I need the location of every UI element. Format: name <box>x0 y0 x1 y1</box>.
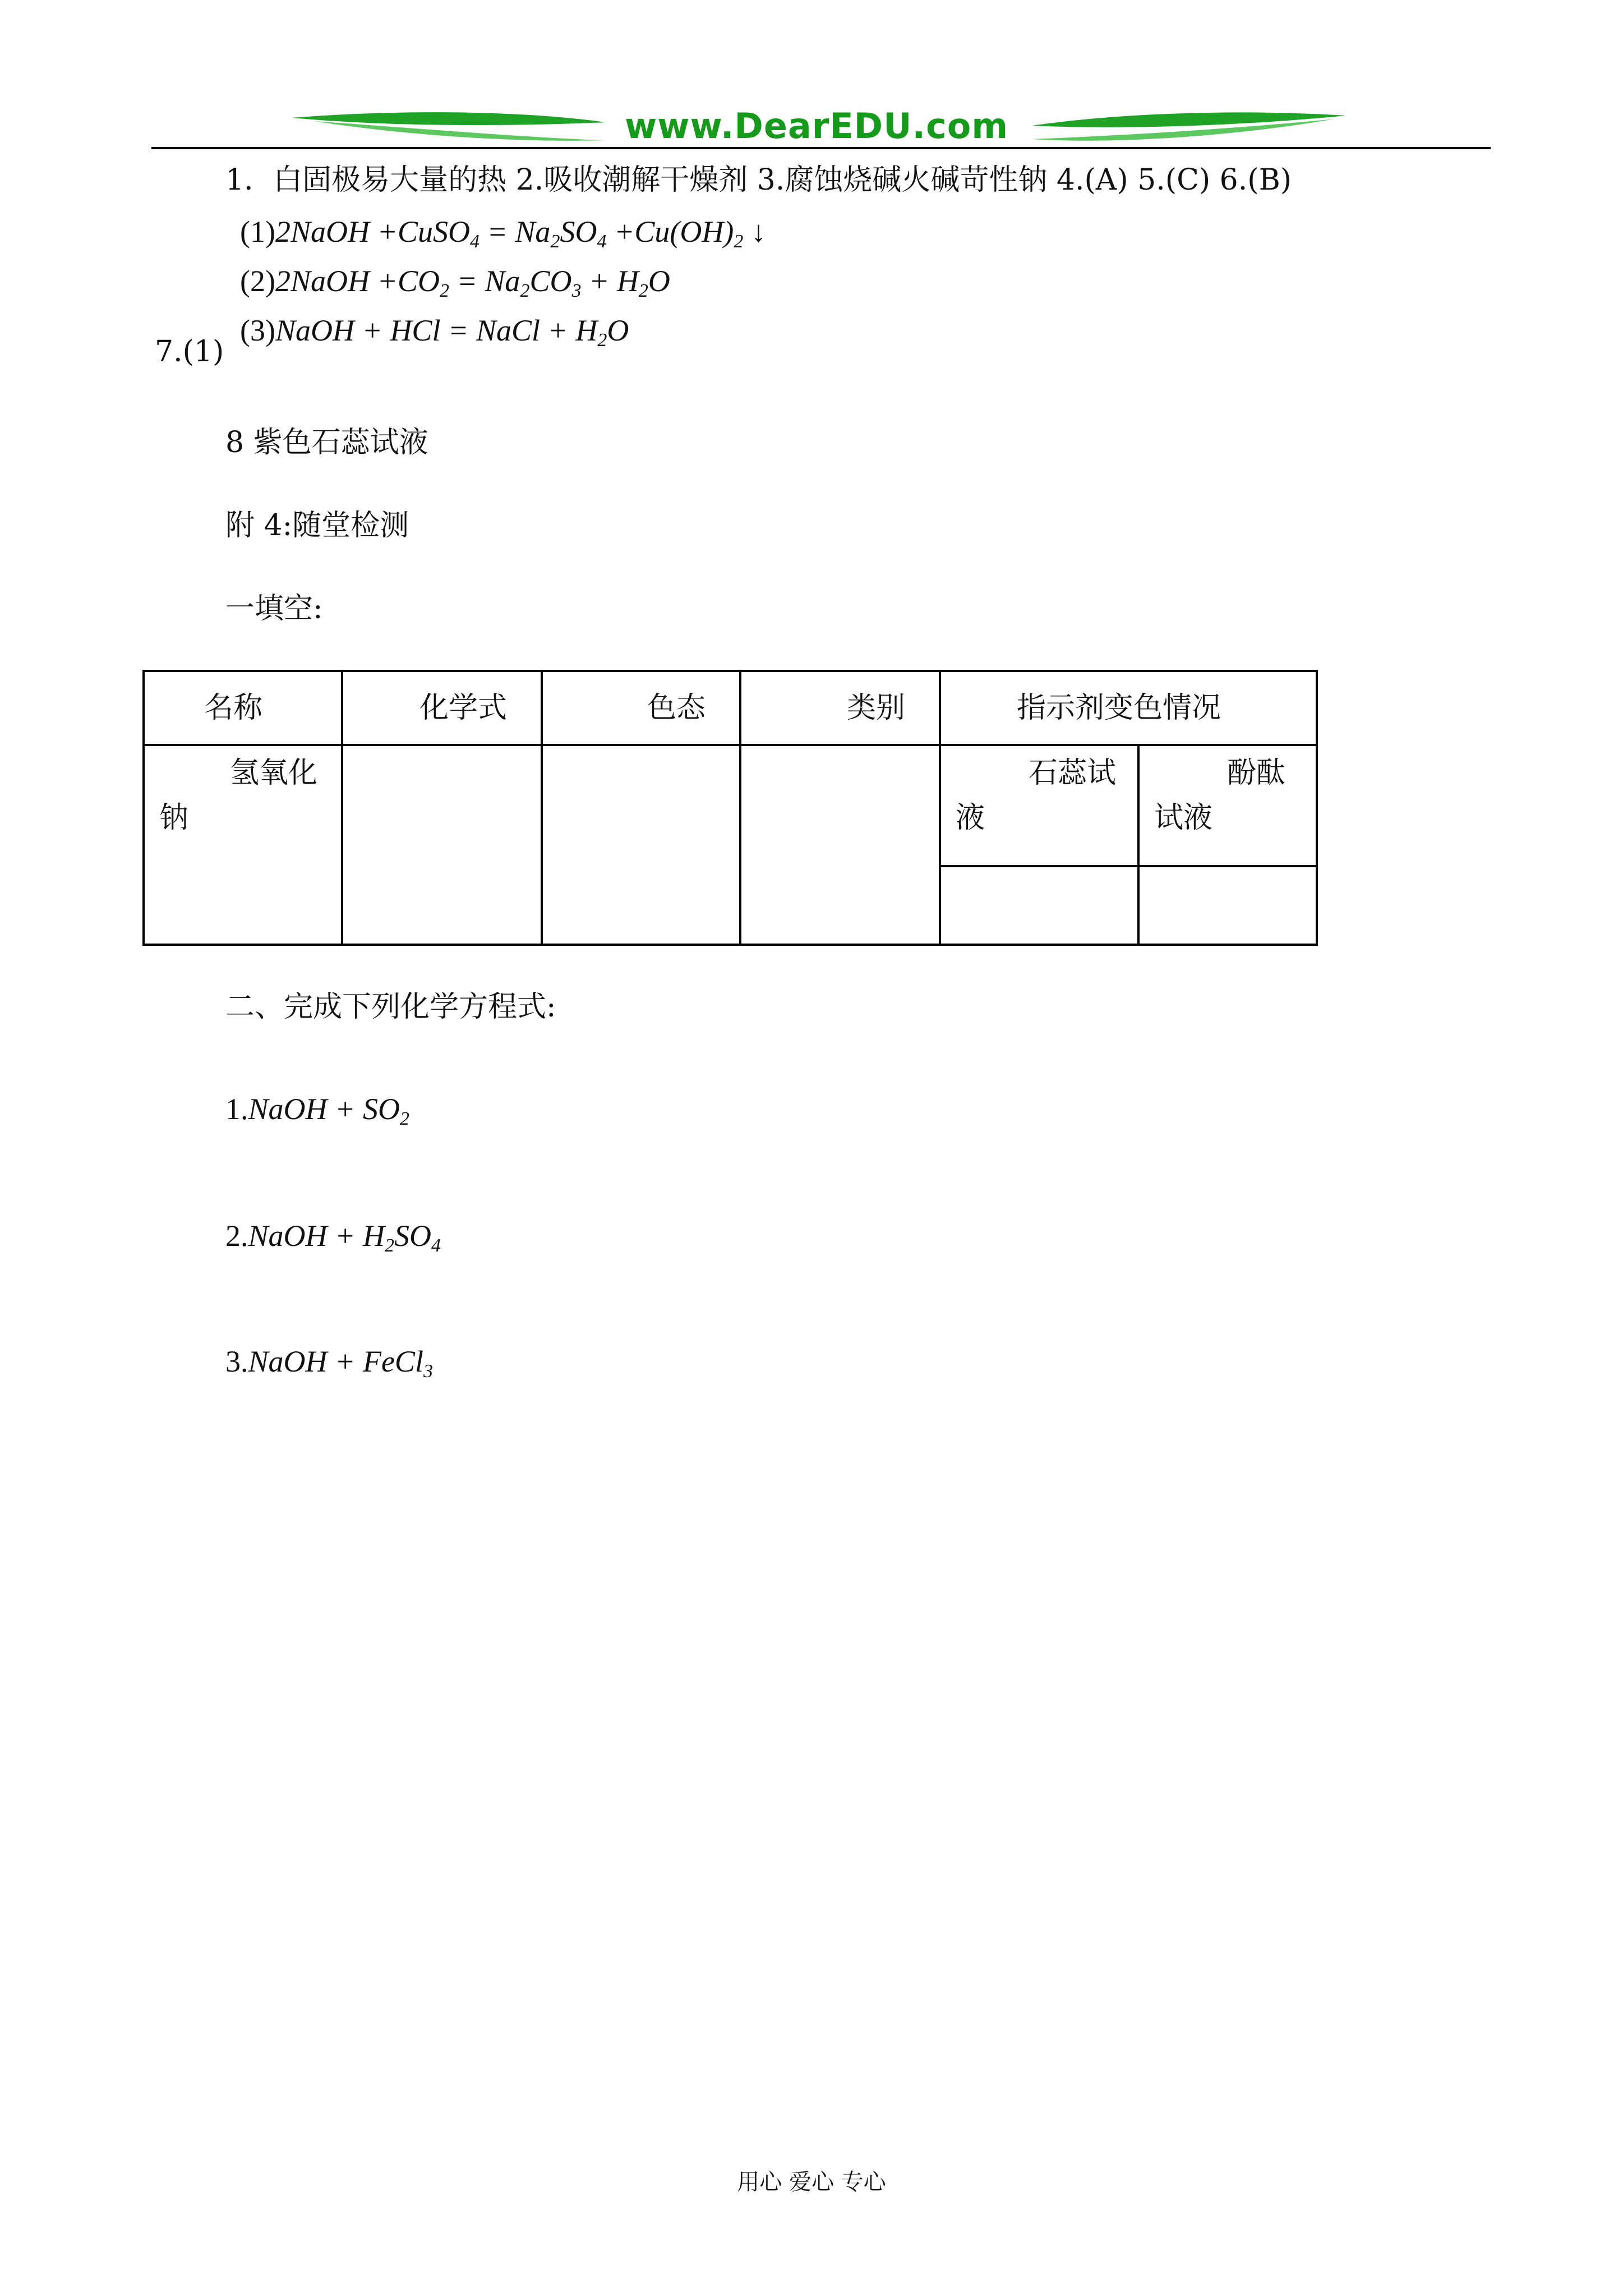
header-category: 类别 <box>740 671 940 745</box>
cell-formula-blank[interactable] <box>342 745 542 945</box>
section-equations: 二、完成下列化学方程式: <box>225 990 556 1024</box>
answer-8: 8 紫色石蕊试液 <box>225 426 428 459</box>
page-footer: 用心 爱心 专心 <box>737 2169 886 2195</box>
cell-litmus-result-blank[interactable] <box>940 866 1138 945</box>
cell-sodium-hydroxide: 氢氧化钠 <box>144 745 342 945</box>
equation-7-1: (1)2NaOH +CuSO$_4$ = $Na_2SO_4 +Cu(OH)_2$ ↓ <box>240 215 766 252</box>
header-divider <box>151 147 1491 149</box>
header-formula: 化学式 <box>342 671 542 745</box>
practice-equation-1: 1.NaOH + $SO_2$ <box>225 1092 409 1129</box>
question-7-label: 7.(1) <box>155 335 224 369</box>
section-fill-blank: 一填空: <box>225 592 323 625</box>
site-logo-text: www.DearEDU.com <box>624 105 1008 146</box>
appendix-title: 附 4:随堂检测 <box>225 509 409 542</box>
cell-phenolphthalein-result-blank[interactable] <box>1138 866 1317 945</box>
practice-equation-3: 3.NaOH + FeCl$_3$ <box>225 1345 433 1382</box>
header-name: 名称 <box>144 671 342 745</box>
practice-equation-2: 2.NaOH + $H_2SO_4$ <box>225 1219 441 1256</box>
properties-table <box>142 670 1318 946</box>
cell-phenolphthalein: 酚酞试液 <box>1138 745 1317 866</box>
equation-7-2: (2)2NaOH $+CO_2 = Na_2CO_3 + H_2O$ <box>240 264 670 301</box>
answers-line-1: 1．白固极易大量的热 2.吸收潮解干燥剂 3.腐蚀烧碱火碱苛性钠 4.(A) 5.(C) 6.(B) <box>225 163 1292 197</box>
cell-category-blank[interactable] <box>740 745 940 945</box>
header-indicator: 指示剂变色情况 <box>940 671 1317 745</box>
cell-litmus: 石蕊试液 <box>940 745 1138 866</box>
header-appearance: 色态 <box>542 671 740 745</box>
equation-7-3: (3)NaOH + HCl = NaCl + $H_2O$ <box>240 314 629 351</box>
cell-appearance-blank[interactable] <box>542 745 740 945</box>
